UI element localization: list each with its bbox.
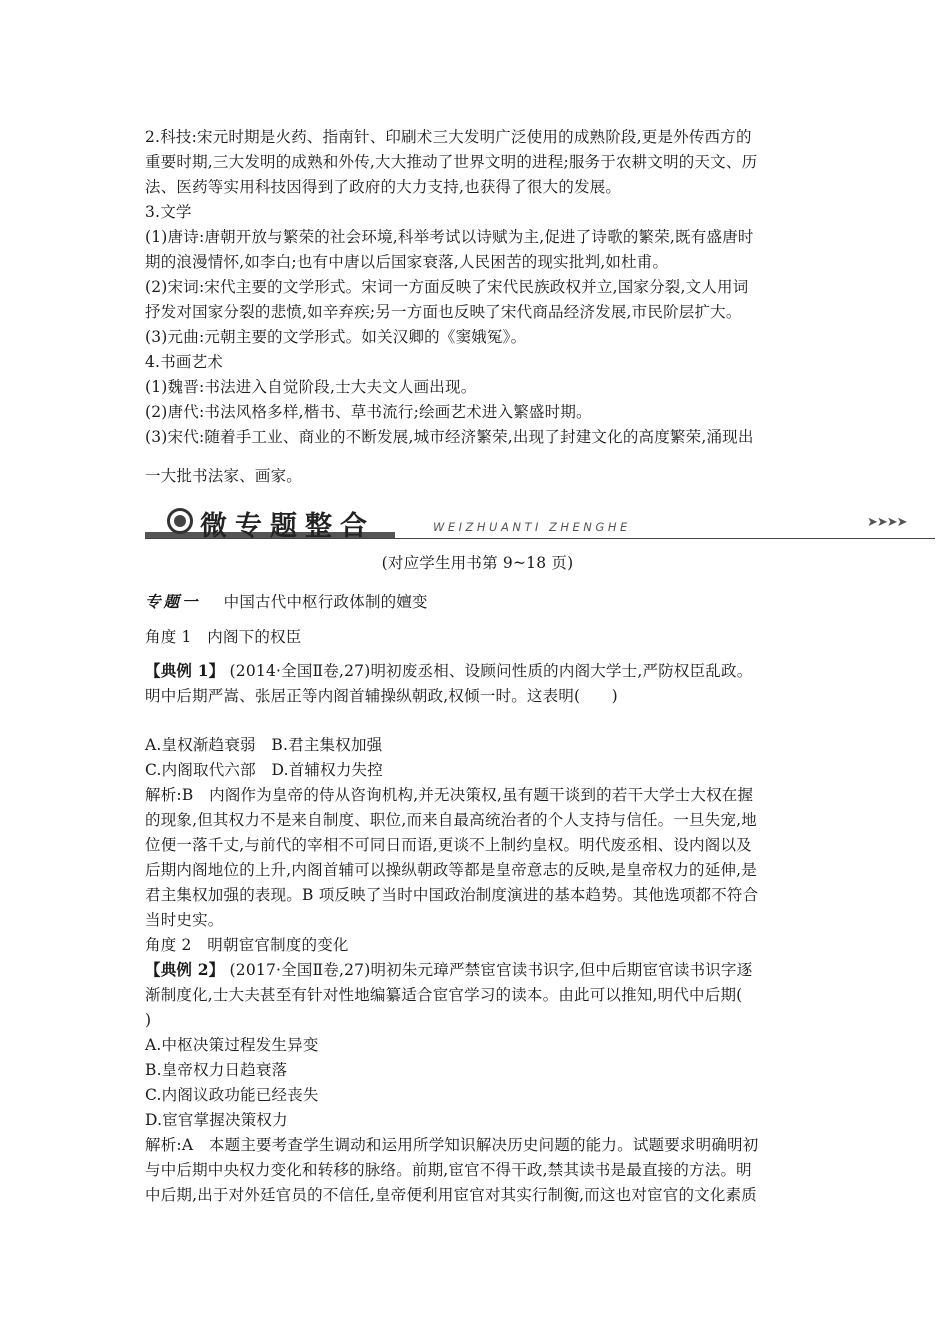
example-text: (2017·全国Ⅱ卷,27)明初朱元璋严禁宦官读书识字,但中后期宦官读书识字逐 [224,961,753,979]
answer-line: 君主集权加强的表现。B 项反映了当时中国政治制度演进的基本趋势。其他选项都不符合 [145,886,759,904]
option-line: C.内阁取代六部 D.首辅权力失控 [145,761,383,779]
option-line: A.中枢决策过程发生异变 [145,1036,319,1054]
example-question-line [145,660,810,682]
target-icon [167,508,193,534]
page-reference-note: (对应学生用书第 9~18 页) [381,554,574,572]
text-line: 期的浪漫情怀,如李白;也有中唐以后国家衰落,人民困苦的现实批判,如杜甫。 [145,253,669,271]
text-line: 抒发对国家分裂的悲愤,如辛弃疾;另一方面也反映了宋代商品经济发展,市民阶层扩大。 [145,303,742,321]
subheading-art: 4.书画艺术 [145,353,223,371]
answer-line: 的现象,但其权力不是来自制度、职位,而来自最高统治者的个人支持与信任。一旦失宠,地 [145,811,757,829]
text-line: (3)宋代:随着手工业、商业的不断发展,城市经济繁荣,出现了封建文化的高度繁荣,涌现出 [145,428,754,446]
text-line: 法、医药等实用科技因得到了政府的大力支持,也获得了很大的发展。 [145,178,622,196]
angle-heading: 角度 1 内阁下的权臣 [145,628,302,646]
example-question-line [145,959,810,981]
section-banner [145,500,935,545]
example-tag: 【典例 2】 [145,960,225,979]
example-tag: 【典例 1】 [145,661,225,680]
example-text: (2014·全国Ⅱ卷,27)明初废丞相、设顾问性质的内阁大学士,严防权臣乱政。 [224,662,753,680]
banner-pinyin: WEIZHUANTI ZHENGHE [433,520,631,534]
text-line: 明中后期严嵩、张居正等内阁首辅操纵朝政,权倾一时。这表明( ) [145,687,618,705]
answer-line: 当时史实。 [145,911,224,929]
text-line: (3)元曲:元朝主要的文学形式。如关汉卿的《窦娥冤》。 [145,328,527,346]
answer-line: 中后期,出于对外廷官员的不信任,皇帝便利用宦官对其实行制衡,而这也对宦官的文化素质 [145,1186,757,1204]
option-line: C.内阁议政功能已经丧失 [145,1086,319,1104]
text-line: 一大批书法家、画家。 [145,467,303,485]
topic-title: 中国古代中枢行政体制的嬗变 [223,593,428,611]
answer-line: 解析:A 本题主要考查学生调动和运用所学知识解决历史问题的能力。试题要求明确明初 [145,1136,759,1154]
text-line: 重要时期,三大发明的成熟和外传,大大推动了世界文明的进程;服务于农耕文明的天文、历 [145,153,758,171]
text-line: 2.科技:宋元时期是火药、指南针、印刷术三大发明广泛使用的成熟阶段,更是外传西方的 [145,128,752,146]
text-line: (2)宋词:宋代主要的文学形式。宋词一方面反映了宋代民族政权并立,国家分裂,文人用词 [145,278,749,296]
topic-label: 专题一 [145,592,201,611]
text-line: (1)唐诗:唐朝开放与繁荣的社会环境,科举考试以诗赋为主,促进了诗歌的繁荣,既有盛唐时 [145,228,754,246]
answer-line: 后期内阁地位的上升,内阁首辅可以操纵朝政等都是皇帝意志的反映,是皇帝权力的延伸,是 [145,861,757,879]
option-line: D.宦官掌握决策权力 [145,1111,288,1129]
answer-line: 与中后期中央权力变化和转移的脉络。前期,宦官不得干政,禁其读书是最直接的方法。明 [145,1161,752,1179]
arrows-icon: ➤➤➤➤ [867,515,907,530]
option-line: B.皇帝权力日趋衰落 [145,1061,288,1079]
angle-heading: 角度 2 明朝宦官制度的变化 [145,936,349,954]
topic-heading [145,591,810,613]
text-line: (2)唐代:书法风格多样,楷书、草书流行;绘画艺术进入繁盛时期。 [145,403,592,421]
text-line: ) [145,1011,152,1029]
text-line: (1)魏晋:书法进入自觉阶段,士大夫文人画出现。 [145,378,477,396]
answer-line: 解析:B 内阁作为皇帝的侍从咨询机构,并无决策权,虽有题干谈到的若干大学士大权在握 [145,786,754,804]
banner-title: 微专题整合 [200,511,375,542]
option-line: A.皇权渐趋衰弱 B.君主集权加强 [145,736,383,754]
text-line: 渐制度化,士大夫甚至有针对性地编纂适合宦官学习的读本。由此可以推知,明代中后期( [145,986,743,1004]
subheading-literature: 3.文学 [145,203,192,221]
answer-line: 位便一落千丈,与前代的宰相不可同日而语,更谈不上制约皇权。明代废丞相、设内阁以及 [145,836,752,854]
